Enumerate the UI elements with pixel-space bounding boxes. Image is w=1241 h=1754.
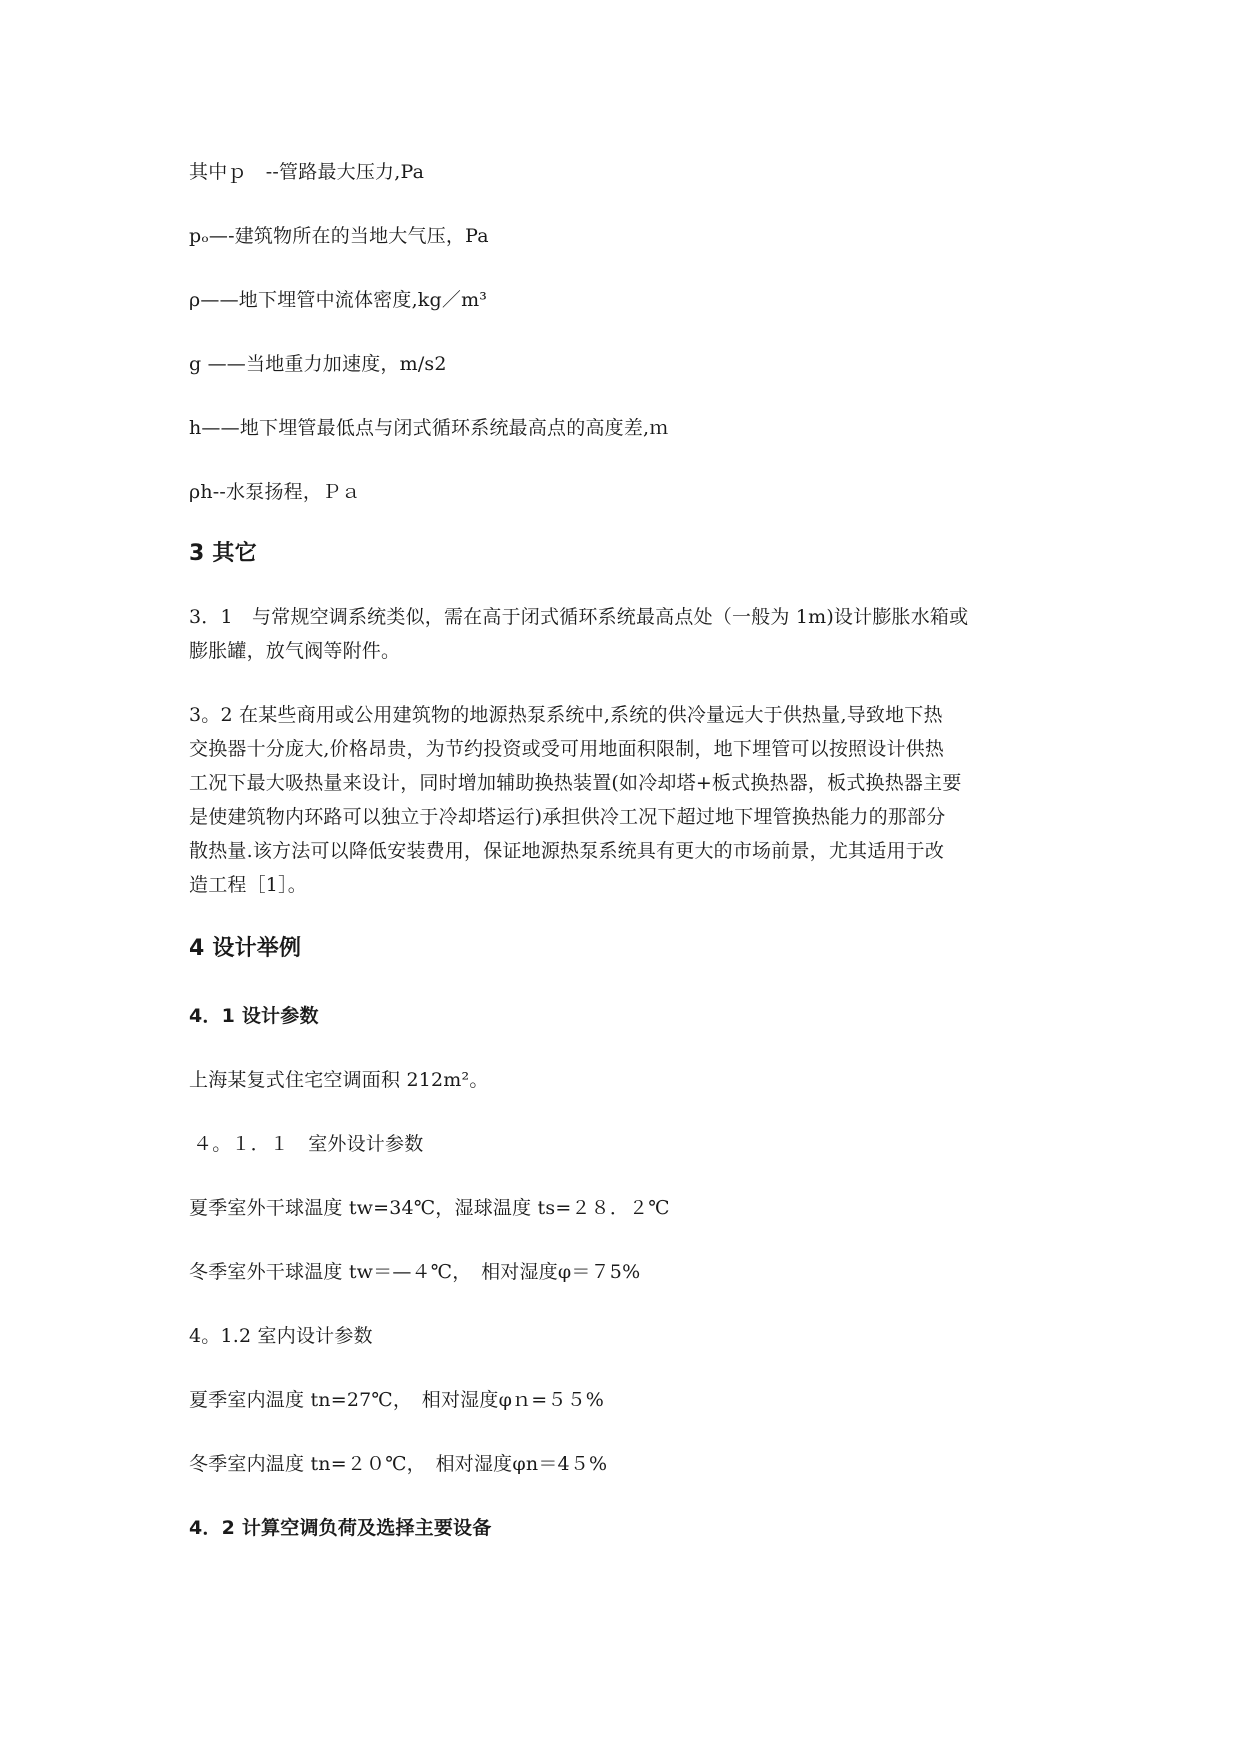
summer-outdoor-parameters: 夏季室外干球温度 tw=34℃，湿球温度 ts=２８．２℃ (189, 1197, 670, 1219)
indoor-parameters-heading: 4。1.2 室内设计参数 (189, 1325, 373, 1347)
definition-line-pump-head: ρh--水泵扬程，Ｐａ (189, 481, 361, 503)
summer-indoor-parameters: 夏季室内温度 tn=27℃， 相对湿度φｎ=５５% (189, 1389, 605, 1411)
section-4-1-heading: 4．1 设计参数 (189, 1005, 319, 1027)
paragraph-line: 膨胀罐，放气阀等附件。 (189, 640, 401, 662)
area-text: 上海某复式住宅空调面积 212m²。 (189, 1069, 489, 1091)
paragraph-line: 交换器十分庞大,价格昂贵，为节约投资或受可用地面积限制，地下埋管可以按照设计供热 (189, 738, 945, 760)
section-4-heading: 4 设计举例 (189, 936, 302, 961)
paragraph-line: 散热量.该方法可以降低安装费用，保证地源热泵系统具有更大的市场前景，尤其适用于改 (189, 840, 945, 862)
definition-line-atmospheric-pressure: pₒ—-建筑物所在的当地大气压，Pa (189, 225, 489, 247)
definition-line-density: ρ——地下埋管中流体密度,kg／m³ (189, 289, 488, 311)
section-3-heading: 3 其它 (189, 541, 257, 566)
winter-outdoor-parameters: 冬季室外干球温度 tw＝—４℃， 相对湿度φ＝７5% (189, 1261, 641, 1283)
winter-indoor-parameters: 冬季室内温度 tn=２０℃， 相对湿度φn＝4５% (189, 1453, 608, 1475)
paragraph-line: 3．1 与常规空调系统类似，需在高于闭式循环系统最高点处（一般为 1m)设计膨胀水箱或 (189, 606, 969, 628)
section-4-2-heading: 4．2 计算空调负荷及选择主要设备 (189, 1517, 492, 1539)
section-3-1-paragraph (189, 600, 1061, 668)
paragraph-line: 3。2 在某些商用或公用建筑物的地源热泵系统中,系统的供冷量远大于供热量,导致地下热 (189, 704, 943, 726)
paragraph-line: 是使建筑物内环路可以独立于冷却塔运行)承担供冷工况下超过地下埋管换热能力的那部分 (189, 806, 946, 828)
definition-line-pressure: 其中ｐ --管路最大压力,Pa (189, 161, 425, 183)
paragraph-line: 工况下最大吸热量来设计，同时增加辅助换热装置(如冷却塔+板式换热器，板式换热器主要 (189, 772, 962, 794)
paragraph-line: 造工程［1］。 (189, 874, 307, 896)
definition-line-height-difference: h——地下埋管最低点与闭式循环系统最高点的高度差,ｍ (189, 417, 669, 439)
outdoor-parameters-heading: ４。１．１ 室外设计参数 (193, 1133, 424, 1155)
section-3-2-paragraph (189, 698, 1061, 902)
definition-line-gravity: g ——当地重力加速度，m/s2 (189, 353, 447, 375)
